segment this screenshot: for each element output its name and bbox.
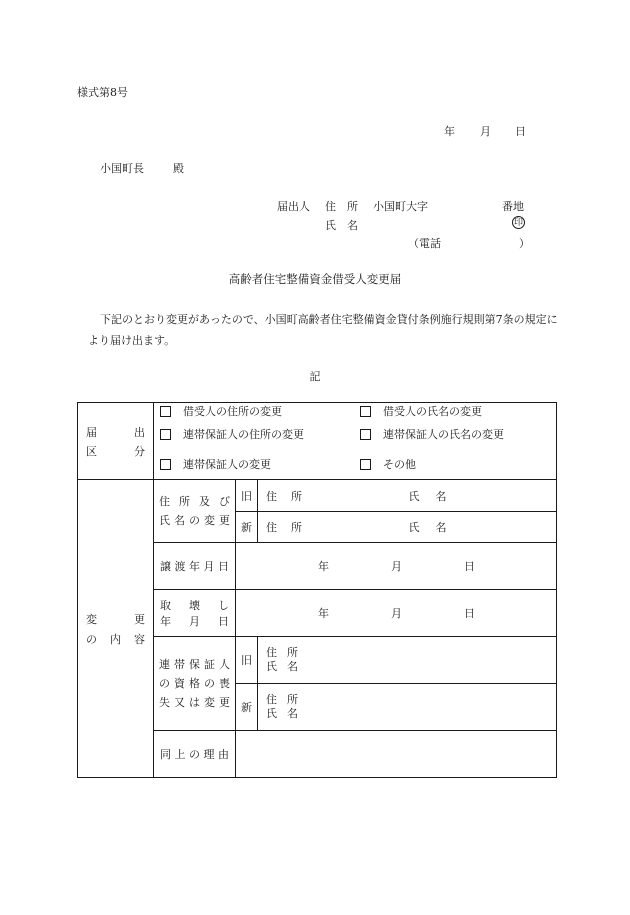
checkbox-borrower-address[interactable]: [160, 406, 171, 417]
addressee: 小国町長: [100, 162, 144, 175]
checkbox-guarantor-change[interactable]: [160, 459, 171, 470]
banchi-label: 番地: [502, 200, 524, 213]
content-label-cell: 変 更 の 内 容: [78, 480, 154, 778]
guarantor-change-label: 連 帯 保 証 人 の 資 格 の 喪 失 又 は 変 更: [154, 637, 236, 731]
phone-open: （電話: [408, 237, 441, 250]
addr-name-change-label: 住 所 及 び 氏 名 の 変 更: [154, 480, 236, 543]
address-label-2: 所: [347, 200, 358, 213]
address-label-1: 住: [325, 200, 336, 213]
old-label: 旧: [236, 480, 258, 512]
transfer-date-field[interactable]: 年 月 日: [236, 543, 557, 590]
document-title: 高齢者住宅整備資金借受人変更届: [228, 272, 402, 286]
ki-label: 記: [309, 370, 321, 383]
honorific: 殿: [173, 162, 184, 175]
date-year-label: 年: [444, 125, 455, 138]
checkbox-guarantor-address[interactable]: [160, 429, 171, 440]
checkbox-other[interactable]: [360, 459, 371, 470]
name-label-1: 氏: [325, 219, 336, 232]
body-text: 下記のとおり変更があったので、小国町高齢者住宅整備資金貸付条例施行規則第7条の規定により届け出ます。: [88, 313, 558, 347]
division-options-cell: [154, 403, 557, 480]
new-address-name-field[interactable]: 住 所 氏 名: [258, 512, 557, 543]
checkbox-guarantor-name[interactable]: [360, 429, 371, 440]
seal-icon: 印: [513, 218, 523, 228]
division-label-cell: 届 出 区 分: [78, 403, 154, 480]
guarantor-new-label: 新: [236, 684, 258, 731]
new-label: 新: [236, 512, 258, 543]
option-guarantor-address: 連帯保証人の住所の変更: [183, 428, 304, 441]
option-borrower-name: 借受人の氏名の変更: [383, 405, 482, 418]
reason-label: 同 上 の 理 由: [154, 731, 236, 778]
old-address-name-field[interactable]: 住 所 氏 名: [258, 480, 557, 512]
transfer-date-label: 譲 渡 年 月 日: [154, 543, 236, 590]
demolish-date-label: 取 壊 し 年 月 日: [154, 590, 236, 637]
applicant-label: 届出人: [277, 200, 310, 213]
option-guarantor-name: 連帯保証人の氏名の変更: [383, 428, 504, 441]
change-form-table: [77, 402, 557, 778]
guarantor-old-label: 旧: [236, 637, 258, 684]
date-day-label: 日: [515, 125, 526, 138]
date-month-label: 月: [480, 125, 491, 138]
form-number: 様式第8号: [77, 86, 128, 99]
guarantor-old-field[interactable]: 住 所 氏 名: [258, 637, 557, 684]
phone-close: ）: [519, 237, 530, 250]
option-borrower-address: 借受人の住所の変更: [183, 405, 282, 418]
checkbox-borrower-name[interactable]: [360, 406, 371, 417]
option-guarantor-change: 連帯保証人の変更: [183, 458, 271, 471]
demolish-date-field[interactable]: 年 月 日: [236, 590, 557, 637]
address-value: 小国町大字: [373, 200, 428, 213]
guarantor-new-field[interactable]: 住 所 氏 名: [258, 684, 557, 731]
reason-field[interactable]: [236, 731, 557, 778]
name-label-2: 名: [347, 219, 358, 232]
option-other: その他: [383, 458, 416, 471]
